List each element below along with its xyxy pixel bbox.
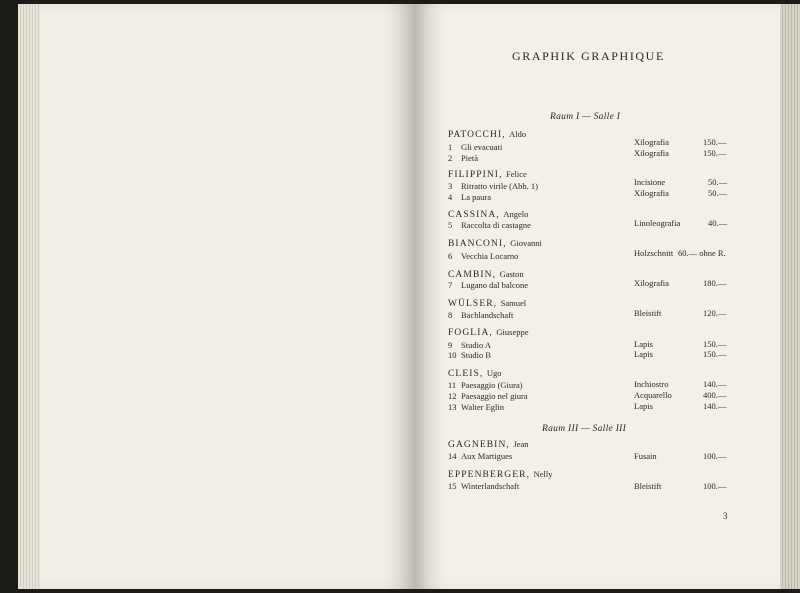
artist-surname: GAGNEBIN, — [448, 440, 510, 450]
work-technique: Linoleografia — [634, 218, 681, 228]
work-title: Bachlandschaft — [461, 310, 514, 320]
work-technique: Inchiostro — [634, 379, 669, 389]
work-number: 2 — [448, 153, 453, 163]
work-entry — [448, 280, 528, 290]
right-page — [414, 4, 780, 589]
artist-firstname: Angelo — [503, 209, 529, 219]
work-title: Lugano dal balcone — [461, 280, 529, 290]
work-entry — [448, 192, 491, 202]
work-technique: Bleistift — [634, 308, 662, 318]
artist-firstname: Aldo — [509, 129, 527, 139]
artist-firstname: Samuel — [500, 298, 527, 308]
work-title: Studio A — [461, 340, 491, 350]
work-title: Winterlandschaft — [461, 481, 520, 491]
work-price: 150.— — [703, 339, 727, 349]
work-entry — [448, 340, 491, 350]
page-number: 3 — [723, 511, 728, 521]
artist-firstname: Felice — [506, 169, 527, 179]
work-price: 150.— — [703, 349, 727, 359]
artist-name — [448, 238, 542, 249]
work-title: Vecchia Locarno — [461, 251, 519, 261]
page-title: GRAPHIK GRAPHIQUE — [512, 49, 665, 63]
work-entry — [448, 220, 531, 230]
work-entry — [448, 402, 504, 412]
room-heading: Raum III — Salle III — [542, 424, 627, 434]
work-number: 6 — [448, 251, 453, 261]
artist-name — [448, 209, 528, 220]
artist-firstname: Ugo — [486, 368, 502, 378]
work-technique: Incisione — [634, 177, 666, 187]
work-technique: Xilografia — [634, 188, 669, 198]
work-price: 140.— — [703, 379, 727, 389]
work-price: 120.— — [703, 308, 727, 318]
work-price: 50.— — [708, 177, 728, 187]
work-title: Ritratto virile (Abb. 1) — [461, 181, 538, 191]
artist-firstname: Jean — [513, 439, 529, 449]
artist-surname: EPPENBERGER, — [448, 470, 531, 480]
work-number: 5 — [448, 220, 453, 230]
artist-name — [448, 298, 526, 309]
work-entry — [448, 451, 512, 461]
artist-firstname: Gaston — [499, 269, 524, 279]
work-entry — [448, 350, 491, 360]
work-technique: Xilografia — [634, 137, 669, 147]
work-entry — [448, 310, 513, 320]
artist-surname: FILIPPINI, — [448, 170, 503, 180]
artist-name — [448, 269, 524, 280]
work-technique: Xilografia — [634, 278, 669, 288]
work-price: 60.— ohne R. — [678, 248, 726, 258]
work-price: 150.— — [703, 148, 727, 158]
work-price: 100.— — [703, 481, 727, 491]
work-number: 14 — [448, 451, 457, 461]
artist-name — [448, 469, 552, 480]
work-entry — [448, 391, 528, 401]
work-number: 12 — [448, 391, 457, 401]
work-number: 11 — [448, 380, 457, 390]
artist-surname: CLEIS, — [448, 369, 484, 379]
work-entry — [448, 153, 478, 163]
left-page — [18, 4, 414, 589]
work-price: 140.— — [703, 401, 727, 411]
work-number: 10 — [448, 350, 457, 360]
left-page-edges — [18, 4, 40, 589]
work-technique: Xilografia — [634, 148, 669, 158]
work-entry — [448, 380, 523, 390]
work-title: Studio B — [461, 350, 491, 360]
work-title: Pietà — [461, 153, 478, 163]
artist-surname: FOGLIA, — [448, 328, 493, 338]
artist-surname: BIANCONI, — [448, 239, 507, 249]
work-number: 1 — [448, 142, 453, 152]
work-technique: Lapis — [634, 349, 653, 359]
work-technique: Acquarello — [634, 390, 672, 400]
work-number: 8 — [448, 310, 453, 320]
work-entry — [448, 181, 538, 191]
artist-surname: WÜLSER, — [448, 299, 498, 309]
work-title: Walter Eglin — [461, 402, 504, 412]
artist-surname: CASSINA, — [448, 210, 500, 220]
work-price: 100.— — [703, 451, 727, 461]
artist-firstname: Giovanni — [510, 238, 542, 248]
work-technique: Bleistift — [634, 481, 662, 491]
work-number: 7 — [448, 280, 453, 290]
room-heading: Raum I — Salle I — [550, 112, 621, 122]
work-title: Gli evacuati — [461, 142, 503, 152]
artist-name — [448, 169, 527, 180]
work-title: Aux Martigues — [461, 451, 513, 461]
work-number: 15 — [448, 481, 457, 491]
artist-surname: CAMBIN, — [448, 270, 497, 280]
work-title: La paura — [461, 192, 491, 202]
work-technique: Lapis — [634, 339, 653, 349]
artist-firstname: Giuseppe — [496, 327, 529, 337]
artist-firstname: Nelly — [533, 469, 553, 479]
work-price: 150.— — [703, 137, 727, 147]
work-price: 50.— — [708, 188, 728, 198]
work-title: Paesaggio nel giura — [461, 391, 528, 401]
work-number: 13 — [448, 402, 457, 412]
work-entry — [448, 142, 502, 152]
work-number: 9 — [448, 340, 453, 350]
work-technique: Holzschnitt — [634, 248, 674, 258]
work-technique: Lapis — [634, 401, 653, 411]
right-page-edges — [780, 4, 800, 589]
work-title: Paesaggio (Giura) — [461, 380, 523, 390]
artist-surname: PATOCCHI, — [448, 130, 506, 140]
work-number: 3 — [448, 181, 453, 191]
work-price: 400.— — [703, 390, 727, 400]
work-title: Raccolta di castagne — [461, 220, 531, 230]
work-price: 40.— — [708, 218, 728, 228]
artist-name — [448, 129, 526, 140]
artist-name — [448, 368, 502, 379]
work-number: 4 — [448, 192, 453, 202]
work-entry — [448, 481, 519, 491]
work-entry — [448, 251, 518, 261]
artist-name — [448, 439, 528, 450]
work-price: 180.— — [703, 278, 727, 288]
work-technique: Fusain — [634, 451, 657, 461]
artist-name — [448, 327, 529, 338]
